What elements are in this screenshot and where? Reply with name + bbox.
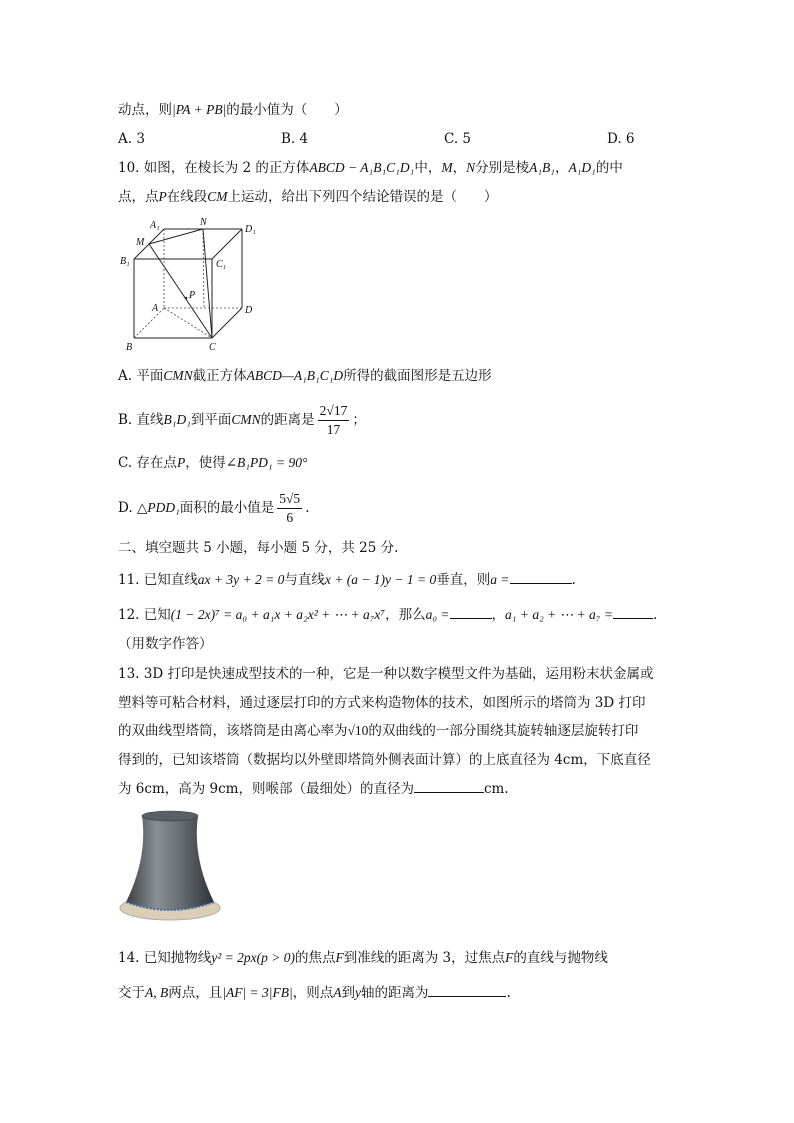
q9-text: 动点，则 [118,102,172,118]
q14-eq: y² = 2px(p > 0) [211,950,296,965]
q14-text: ，则点 [292,985,334,1001]
q9-stem-line [118,100,348,120]
label-m: M [136,237,145,248]
q10-option-a[interactable] [118,366,492,386]
q10-point-m: M [441,160,453,175]
q14-text: 两点，且 [168,985,223,1001]
opt-math: CMN [163,368,193,383]
opt-math: ∠B₁PD₁ = 90° [225,455,308,470]
q12-text: ，那么 [385,607,426,623]
q10-point-p: P [158,189,167,204]
label-a: A [152,303,159,314]
opt-text: C. 存在点 [118,455,177,471]
q9-text-suffix: 的最小值为（ ） [226,102,348,118]
q14-answer-blank[interactable] [428,984,506,997]
q13-answer-blank[interactable] [414,780,484,793]
q11-text: 与直线 [284,572,325,588]
fraction-den: 17 [326,422,341,437]
fraction-num: 2√17 [318,402,350,421]
tower-figure [116,804,226,928]
q12-note: （用数字作答） [118,636,213,652]
point-p [185,297,188,300]
q14-text: 到 [341,985,355,1001]
q11-text: . [571,572,576,588]
fraction [318,402,350,439]
opt-text: 的距离是 [260,412,315,428]
q14-point-a: A [333,985,342,1000]
q10-text: 在线段 [166,189,208,205]
q10-line1 [118,158,623,178]
q10-point-n: N [466,160,476,175]
q12-text: ， [491,607,506,623]
q14-text: 的焦点 [295,950,336,966]
q12-text: 12. 已知 [118,607,171,623]
q14-text: . [506,985,511,1001]
q14-line1 [118,948,608,968]
fraction-den: 6 [286,510,294,525]
label-a1: A₁ [150,220,160,231]
section-heading: 二、填空题共 5 小题，每小题 5 分，共 25 分. [118,540,399,556]
q12-line [118,605,657,625]
q9-options [118,129,678,149]
hidden-ac [164,308,212,338]
segment-mc [149,244,212,338]
q11-eq: ax + 3y + 2 = 0 [197,572,285,587]
q13-text: 为 6cm，高为 9cm，则喉部（最细处）的直径为 [118,781,414,797]
q14-text: 14. 已知抛物线 [118,950,212,966]
q9-option-a[interactable]: A. 3 [118,131,145,147]
q11-eq: x + (a − 1)y − 1 = 0 [324,572,437,587]
q11-answer-blank[interactable] [510,571,572,584]
q13-eccentricity: √10 [347,723,369,738]
q12-answer-blank-2[interactable] [613,606,653,619]
opt-text: B. 直线 [118,412,164,428]
q12-a0: a₀ = [425,607,450,622]
q10-text: 中， [414,160,442,176]
opt-text: . [305,500,310,516]
q12-expr: (1 − 2x)⁷ = a₀ + a₁x + a₂x² + ⋯ + a₇x⁷ [170,607,386,622]
label-d: D [245,305,253,316]
q14-focus: F [335,950,344,965]
q14-text: 的直线与抛物线 [513,950,608,966]
tower-body [126,816,214,910]
q13-line2: 塑料等可粘合材料，通过逐层打印的方式来构造物体的技术，如图所示的塔筒为 3D 打印 [118,695,646,711]
q10-option-b[interactable] [118,398,366,442]
opt-text: 到平面 [190,412,232,428]
q10-option-c[interactable] [118,453,307,473]
label-c: C [209,342,216,353]
q13-line5 [118,779,509,799]
q10-cube-name: ABCD − A₁B₁C₁D₁ [309,160,415,175]
q9-option-c[interactable]: C. 5 [444,131,472,147]
q14-y: y [354,985,361,1000]
label-c1: C₁ [216,259,227,270]
fraction [277,490,302,527]
q10-text: ， [452,160,467,176]
opt-text: D. [118,500,133,516]
q14-line2 [118,983,511,1003]
q10-edge: A₁D₁ [568,160,596,175]
opt-text: A. 平面 [118,368,164,384]
opt-text: ； [352,412,366,428]
q13-line1: 13. 3D 打印是快速成型技术的一种，它是一种以数字模型文件为基础，运用粉末状金属或 [118,666,654,682]
tower-top [142,811,198,821]
q12-answer-blank-1[interactable] [450,606,492,619]
q11-line [118,570,576,590]
q14-text: 到准线的距离为 3，过焦点 [343,950,506,966]
q10-line2 [118,187,498,207]
opt-text: 截正方体 [192,368,247,384]
q10-option-d[interactable] [118,486,309,530]
opt-text: 所得的截面图形是五边形 [343,368,492,384]
q11-text: 11. 已知直线 [118,572,198,588]
q11-eq: a = [490,572,510,587]
edge-cd [212,308,242,338]
opt-math: CMN [231,412,261,427]
q9-option-b[interactable]: B. 4 [281,131,309,147]
q10-segment-cm: CM [207,189,228,204]
q13-line3 [118,721,638,741]
q14-text: 轴的距离为 [360,985,429,1001]
q14-text: 交于 [118,985,145,1001]
hidden-edge-ba [134,308,164,338]
q10-text: 点，点 [118,189,159,205]
label-b: B [126,342,133,353]
opt-text: 面积的最小值是 [179,500,275,516]
opt-math: ABCD—A₁B₁C₁D [246,368,344,383]
opt-math: △PDD₁ [136,500,180,515]
opt-math: P [176,455,186,470]
label-n: N [200,217,207,228]
q13-line4: 得到的，已知该塔筒（数据均以外壁即塔筒外侧表面计算）的上底直径为 4cm，下底直径 [118,752,651,768]
opt-math: B₁D₁ [163,412,191,427]
q13-text: 的双曲线的一部分围绕其旋转轴逐层旋转打印 [368,723,639,739]
label-p: P [189,290,196,301]
label-b1: B₁ [120,256,130,267]
q10-text: 的中 [595,160,623,176]
q10-edge: A₁B₁ [529,160,555,175]
q13-text: cm. [483,781,509,797]
q10-text: 分别是棱 [475,160,530,176]
fraction-num: 5√5 [277,490,302,509]
q13-text: 的双曲线型塔筒，该塔筒是由离心率为 [118,723,348,739]
q10-text: 上运动，给出下列四个结论错误的是（ ） [227,189,498,205]
q14-focus: F [505,950,514,965]
q9-vector-expr: |PA + PB| [172,102,227,117]
opt-text: ，使得 [185,455,226,471]
label-d1: D₁ [245,224,256,235]
q10-text: 10. 如图，在棱长为 2 的正方体 [118,160,310,176]
q12-sum: a₁ + a₂ + ⋯ + a₇ = [505,607,613,622]
q11-text: 垂直，则 [436,572,491,588]
cube-figure [112,214,262,356]
q12-text: . [652,607,658,623]
q14-points: A, B [145,985,169,1000]
q14-condition: |AF| = 3|FB| [222,985,293,1000]
q9-option-d[interactable]: D. 6 [607,131,635,147]
q10-text: ， [554,160,569,176]
edge-c1d1 [212,229,242,259]
segment-nc [203,229,212,338]
